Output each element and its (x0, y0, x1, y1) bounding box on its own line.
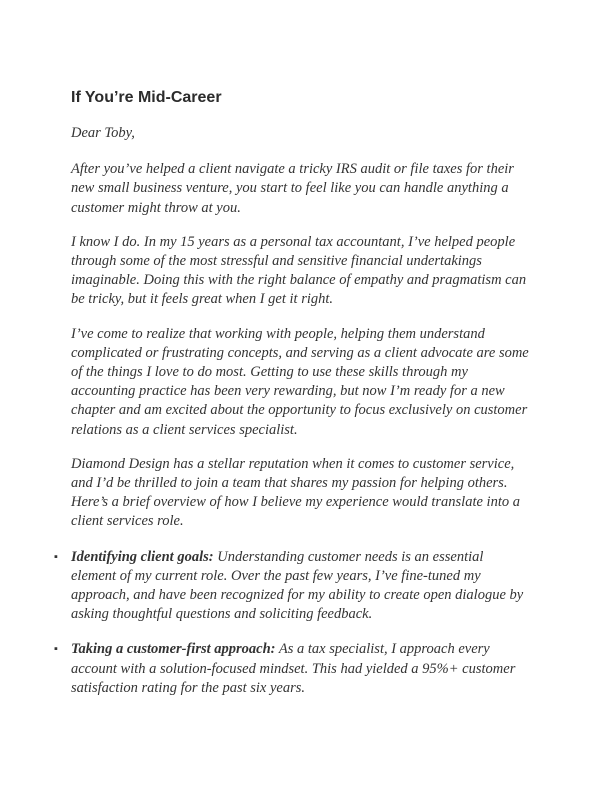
paragraph-experience: I know I do. In my 15 years as a personal tax accountant, I’ve helped people through some of the most stressful and sensitive financial undertakings imaginable. Doing this with the right balance of empathy and pragmatism can be tricky, but it feels great when I get it right. (71, 233, 527, 308)
section-heading: If You’re Mid-Career (71, 89, 222, 106)
bullet-title: Identifying client goals: (71, 548, 214, 565)
bullet-item-client-goals (54, 548, 531, 625)
bullet-list (54, 548, 531, 698)
bullet-text: As a tax specialist, I approach every account with a solution-focused mindset. This had yielded a 95%+ customer satisfaction rating for the past six years. (71, 641, 516, 696)
bullet-text: Understanding customer needs is an essential element of my current role. Over the past few years, I’ve fine-tuned my approach, and have been recognized for my ability to create open dialogue by asking thoughtful questions and soliciting feedback. (71, 548, 524, 623)
paragraph-intro: After you’ve helped a client navigate a tricky IRS audit or file taxes for their new small business venture, you start to feel like you can handle anything a customer might throw at you. (71, 161, 514, 216)
bullet-title: Taking a customer-first approach: (71, 641, 276, 658)
bullet-item-customer-first (54, 640, 531, 698)
paragraph-company: Diamond Design has a stellar reputation when it comes to customer service, and I’d be thrilled to join a team that shares my passion for helping others. Here’s a brief overview of how I believe my experience would translate into a client services role. (71, 455, 520, 530)
paragraph-motivation: I’ve come to realize that working with people, helping them understand complicated or frustrating concepts, and serving as a client advocate are some of the things I love to do most. Getting to use these skills through my accounting practice has been very rewarding, but now I’m ready for a new chapter and am excited about the opportunity to focus exclusively on customer relations as a client services specialist. (71, 325, 529, 438)
letter-body (54, 124, 531, 714)
salutation: Dear Toby, (71, 125, 135, 141)
square-bullet-icon: ▪ (54, 643, 58, 656)
square-bullet-icon: ▪ (54, 550, 58, 563)
